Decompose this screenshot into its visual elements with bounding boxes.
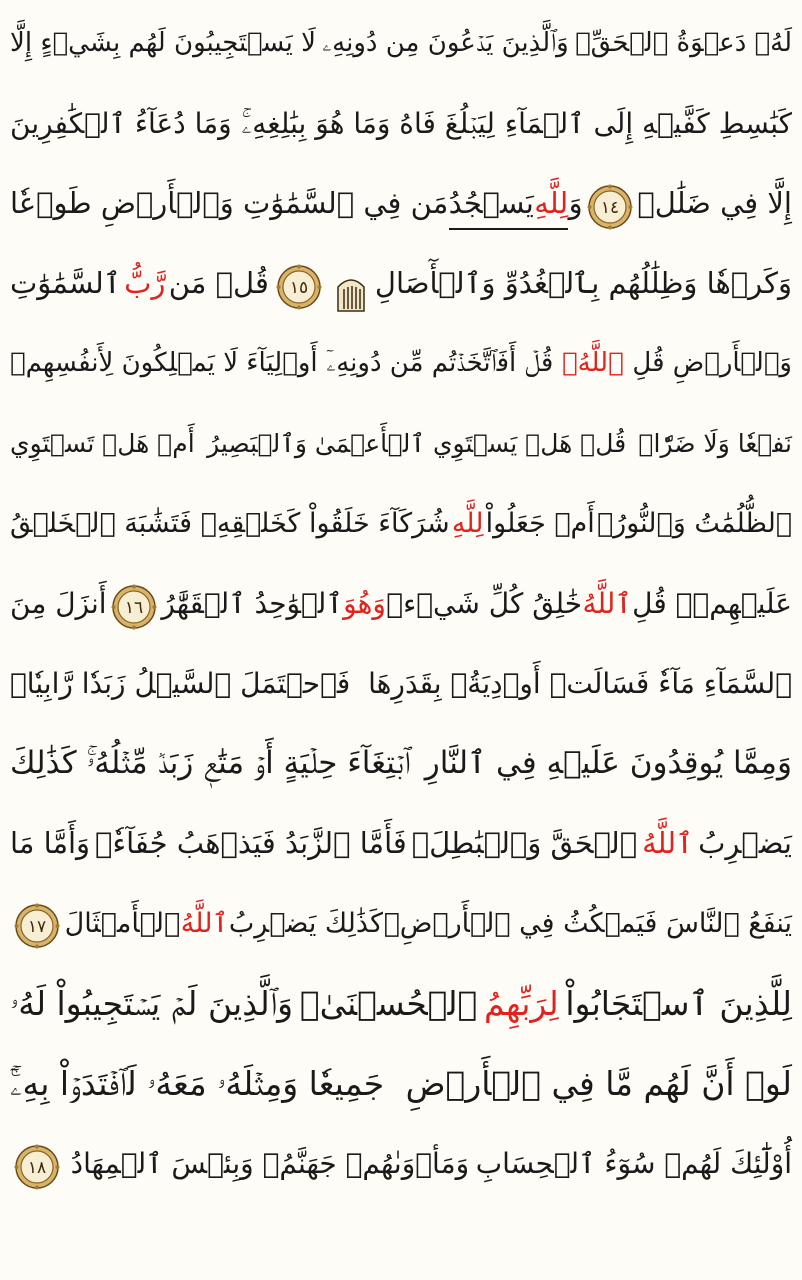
verse-text: أَنزَلَ مِنَ: [10, 587, 107, 620]
verse-line: [10, 164, 792, 244]
verse-line: [10, 404, 792, 484]
verse-line: [10, 484, 792, 564]
verse-text: كَبَٰسِطِ كَفَّيۡهِ إِلَى ٱلۡمَآءِ: [504, 107, 792, 140]
verse-text: ٱلۡأَمۡثَالَ: [64, 908, 181, 939]
verse-text: وَمَأۡوَىٰهُمۡ جَهَنَّمُۖ وَبِئۡسَ ٱلۡمِهَادُ: [70, 1147, 470, 1180]
verse-text: أُوْلَٰٓئِكَ لَهُمۡ سُوٓءُ ٱلۡحِسَابِ: [475, 1147, 792, 1180]
verse-text: يَضۡرِبُ: [698, 826, 792, 860]
verse-line: [10, 1124, 792, 1204]
verse-text: أَمۡ هَلۡ تَسۡتَوِي: [10, 429, 195, 458]
verse-line: [10, 564, 792, 644]
verse-line: [10, 884, 792, 964]
divine-name-text: ٱللَّهُۚ: [562, 348, 624, 378]
verse-text: وَٱلَّذِينَ لَمۡ يَسۡتَجِيبُواْ لَهُۥ: [10, 984, 294, 1023]
verse-line: [10, 244, 792, 324]
verse-text: فَٱحۡتَمَلَ ٱلسَّيۡلُ زَبَدٗا رَّابِيٗاۖ: [10, 667, 351, 700]
verse-text: يَنفَعُ ٱلنَّاسَ فَيَمۡكُثُ فِي ٱلۡأَرۡضِۚ: [383, 908, 792, 939]
verse-text: جَمِيعٗا وَمِثۡلَهُۥ مَعَهُۥ لَٱفۡتَدَوۡاْ بِهِۦٓۚ: [10, 1064, 385, 1103]
verse-text: قُلۡ أَفَٱتَّخَذۡتُم مِّن دُونِهِۦٓ: [326, 348, 554, 378]
verse-text: وَمَا دُعَآءُ ٱلۡكَٰفِرِينَ: [10, 107, 232, 140]
svg-text:١٧: ١٧: [27, 916, 47, 937]
verse-line: [10, 724, 792, 804]
verse-text: يَسۡجُدُ: [449, 178, 534, 230]
verse-text: لِيَبۡلُغَ فَاهُ وَمَا هُوَ بِبَٰلِغِهِۦۚ: [241, 107, 495, 140]
verse-text: خَٰلِقُ كُلِّ شَيۡءٖ: [386, 587, 583, 620]
ayah-number-marker-icon: [14, 901, 60, 947]
verse-text: أَمۡ جَعَلُواْ: [485, 508, 595, 539]
divine-name-text: رَّبُّ: [124, 266, 166, 300]
verse-line: [10, 644, 792, 724]
ayah-number-marker-icon: [587, 181, 633, 227]
verse-text: أَوۡلِيَآءَ لَا يَمۡلِكُونَ لِأَنفُسِهِمۡ: [10, 348, 318, 378]
verse-line: [10, 1044, 792, 1124]
svg-text:١٤: ١٤: [600, 197, 620, 218]
verse-text: وَمِمَّا يُوقِدُونَ عَلَيۡهِ فِي ٱلنَّارِ: [424, 745, 792, 781]
divine-name-text: لِلَّهِ: [534, 178, 568, 230]
divine-name-text: ٱللَّهُ: [582, 587, 632, 620]
verse-line: [10, 4, 792, 84]
verse-text: لَوۡ أَنَّ لَهُم مَّا فِي ٱلۡأَرۡضِ: [405, 1064, 792, 1103]
verse-text: وَٱلَّذِينَ يَدۡعُونَ مِن دُونِهِۦ: [322, 28, 569, 58]
svg-text:١٥: ١٥: [290, 277, 309, 298]
verse-line: [10, 964, 792, 1044]
divine-name-text: لِرَبِّهِمُ: [484, 984, 559, 1023]
verse-text: قُلۡ هَلۡ يَسۡتَوِي ٱلۡأَعۡمَىٰ وَٱلۡبَصِيرُ: [207, 429, 627, 458]
verse-text: لَهُۥ دَعۡوَةُ ٱلۡحَقِّۖ: [575, 28, 792, 58]
verse-text: ٱلظُّلُمَٰتُ وَٱلنُّورُۗ: [596, 508, 792, 539]
verse-text: نَفۡعٗا وَلَا ضَرّٗاۚ: [638, 429, 792, 458]
divine-name-text: ٱللَّهُ: [180, 908, 229, 939]
svg-text:١٨: ١٨: [27, 1157, 47, 1178]
verse-text: كَذَٰلِكَ يَضۡرِبُ: [228, 908, 383, 939]
verse-text: شُرَكَآءَ خَلَقُواْ كَخَلۡقِهِۦ فَتَشَٰبَهَ ٱلۡخَلۡقُ: [10, 508, 450, 539]
verse-text: لَا يَسۡتَجِيبُونَ لَهُم بِشَيۡءٍ إِلَّا: [10, 28, 316, 58]
divine-name-text: ٱللَّهُ: [642, 826, 694, 860]
verse-text: قُلۡ مَن: [168, 266, 269, 300]
divine-name-text: وَهُوَ: [343, 587, 386, 620]
verse-line: [10, 324, 792, 404]
verse-text: ٱلۡحُسۡنَىٰۚ: [299, 984, 478, 1023]
verse-text: إِلَّا فِي ضَلَٰلٖ: [637, 186, 792, 220]
verse-text: ٱلسَّمَآءِ مَآءٗ فَسَالَتۡ أَوۡدِيَةُۢ بِقَدَرِهَا: [368, 667, 792, 700]
verse-text: ٱلسَّمَٰوَٰتِ: [10, 266, 121, 300]
divine-name-text: لِلَّهِ: [451, 508, 484, 539]
verse-lines: [10, 4, 792, 1204]
verse-text: ٱبۡتِغَآءَ حِلۡيَةٍ أَوۡ مَتَٰعٖ زَبَدٞ مِّثۡلُهُۥۚ كَذَٰلِكَ: [10, 745, 410, 781]
verse-text: ٱلۡحَقَّ وَٱلۡبَٰطِلَۚ: [411, 826, 638, 860]
ayah-number-marker-icon: [14, 1141, 60, 1187]
verse-text: لِلَّذِينَ ٱسۡتَجَابُواْ: [565, 984, 792, 1023]
verse-text: مَن فِي ٱلسَّمَٰوَٰتِ وَٱلۡأَرۡضِ طَوۡعٗا: [10, 186, 449, 220]
verse-text: وَأَمَّا مَا: [10, 826, 91, 860]
verse-text: وَكَرۡهٗا وَظِلَٰلُهُم بِٱلۡغُدُوِّ وَٱلۡأٓصَالِ: [374, 266, 792, 300]
verse-line: [10, 804, 792, 884]
verse-text: عَلَيۡهِمۡۚ قُلِ: [632, 587, 792, 620]
verse-text: وَٱلۡأَرۡضِ قُلِ: [632, 348, 792, 378]
svg-text:١٦: ١٦: [124, 597, 144, 618]
ayah-number-marker-icon: [111, 581, 157, 627]
verse-text: فَأَمَّا ٱلزَّبَدُ فَيَذۡهَبُ جُفَآءٗۖ: [95, 826, 407, 860]
verse-line: [10, 84, 792, 164]
verse-text: ٱلۡوَٰحِدُ ٱلۡقَهَّٰرُ: [161, 587, 343, 620]
ayah-number-marker-icon: [276, 261, 322, 307]
verse-text: وَ: [568, 186, 583, 220]
sajda-mark-icon: [334, 264, 368, 304]
